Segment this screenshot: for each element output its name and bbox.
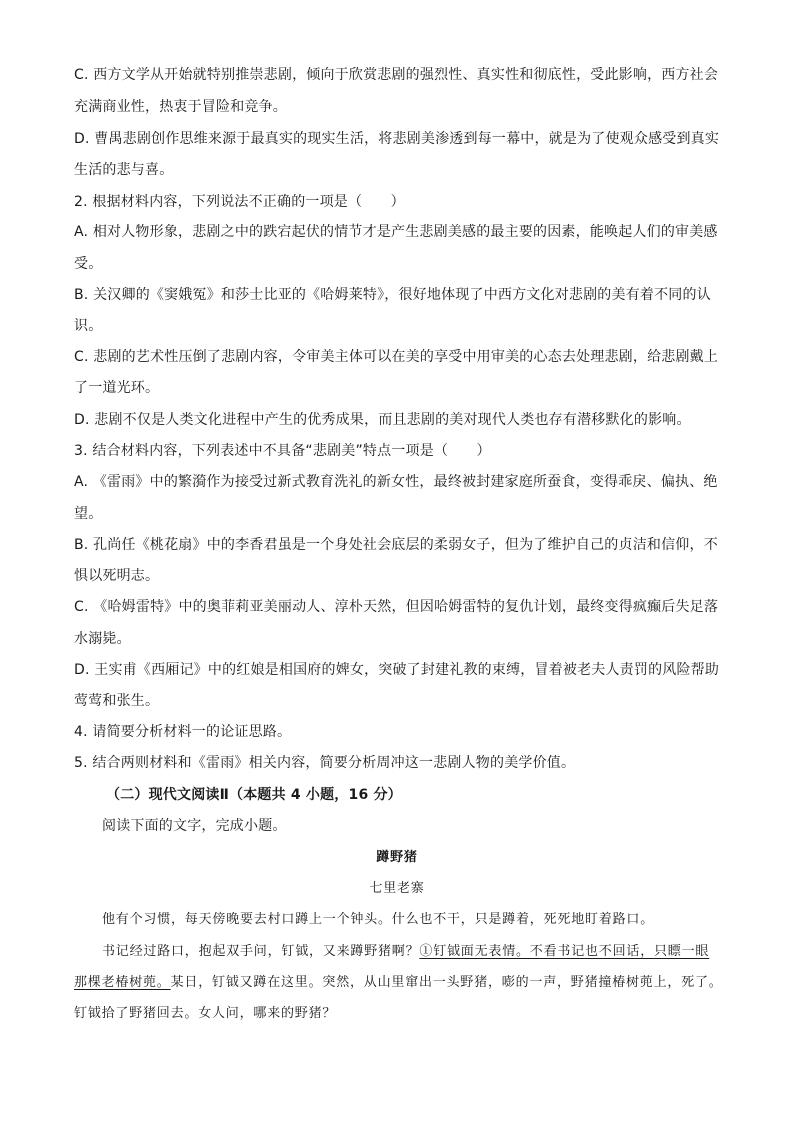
option-c-line-1: C. 西方文学从开始就特别推崇悲剧，倾向于欣赏悲剧的强烈性、真实性和彻底性，受此影响，西方社会 [74,67,719,83]
q3-option-c-line-2: 水溺毙。 [74,631,131,647]
q3-option-d-line-2: 莺莺和张生。 [74,693,160,709]
q3-option-a-line-2: 望。 [74,506,103,522]
story-author: 七里老寨 [369,881,425,896]
q2-option-b-line-1: B. 关汉卿的《窦娥冤》和莎士比亚的《哈姆莱特》，很好地体现了中西方文化对悲剧的美有着不同的认 [74,287,711,303]
q2-option-c-line-2: 了一道光环。 [74,380,160,396]
option-c-line-2: 充满商业性，热衷于冒险和竞争。 [74,99,287,115]
story-p2-continuation: 某日，钉钺又蹲在这里。突然，从山里窜出一头野猪，嘭的一声，野猪撞椿树蔸上，死了。 [170,975,723,990]
q3-option-b-line-1: B. 孔尚任《桃花扇》中的李香君虽是一个身处社会底层的柔弱女子，但为了维护自己的贞洁和信仰，不 [74,537,718,553]
story-paragraph-1: 他有个习惯，每天傍晚要去村口蹲上一个钟头。什么也不干，只是蹲着，死死地盯着路口。 [102,912,655,927]
story-paragraph-2-line-1 [102,942,709,962]
q2-option-a-line-1: A. 相对人物形象，悲剧之中的跌宕起伏的情节才是产生悲剧美感的最主要的因素，能唤起人们的审美感 [74,224,718,240]
q3-option-d-line-1: D. 王实甫《西厢记》中的红娘是相国府的婢女，突破了封建礼教的束缚，冒着被老夫人责罚的风险帮助 [74,662,720,678]
q2-option-d: D. 悲剧不仅是人类文化进程中产生的优秀成果，而且悲剧的美对现代人类也存有潜移默化的影响。 [74,412,691,428]
q3-option-b-line-2: 惧以死明志。 [74,568,160,584]
reading-instruction: 阅读下面的文字，完成小题。 [102,818,287,834]
q3-option-c-line-1: C. 《哈姆雷特》中的奥菲莉亚美丽动人、淳朴天然，但因哈姆雷特的复仇计划，最终变得疯癫后失足落 [74,599,719,615]
question-5: 5. 结合两则材料和《雷雨》相关内容，简要分析周冲这一悲剧人物的美学价值。 [74,755,576,771]
story-title: 蹲野猪 [376,850,418,865]
story-paragraph-2-line-3: 钉钺拾了野猪回去。女人问，哪来的野猪？ [74,1006,337,1021]
option-d-line-2: 生活的悲与喜。 [74,162,174,178]
story-p2-text: 书记经过路口，抱起双手问，钉钺，又来蹲野猪啊？ [102,944,420,959]
question-4: 4. 请简要分析材料一的论证思路。 [74,724,292,740]
q3-option-a-line-1: A. 《雷雨》中的繁漪作为接受过新式教育洗礼的新女性，最终被封建家庭所蚕食，变得乖戾、偏执、绝 [74,474,718,490]
question-3-stem: 3. 结合材料内容，下列表述中不具备“悲剧美”特点一项是（ ） [74,443,491,459]
story-paragraph-2-line-2 [74,973,723,993]
q2-option-b-line-2: 识。 [74,318,103,334]
section-heading: （二）现代文阅读Ⅱ（本题共 4 小题，16 分） [106,787,402,803]
underlined-sentence-1: ①钉钺面无表情。不看书记也不回话，只瞟一眼 [419,944,710,959]
q2-option-a-line-2: 受。 [74,256,103,272]
underlined-sentence-1-cont: 那棵老椿树蔸。 [74,975,171,990]
q2-option-c-line-1: C. 悲剧的艺术性压倒了悲剧内容，令审美主体可以在美的享受中用审美的心态去处理悲剧，给悲剧戴上 [74,349,719,365]
question-2-stem: 2. 根据材料内容，下列说法不正确的一项是（ ） [74,194,405,210]
option-d-line-1: D. 曹禺悲剧创作思维来源于最真实的现实生活，将悲剧美渗透到每一幕中，就是为了使观众感受到真实 [74,131,720,147]
